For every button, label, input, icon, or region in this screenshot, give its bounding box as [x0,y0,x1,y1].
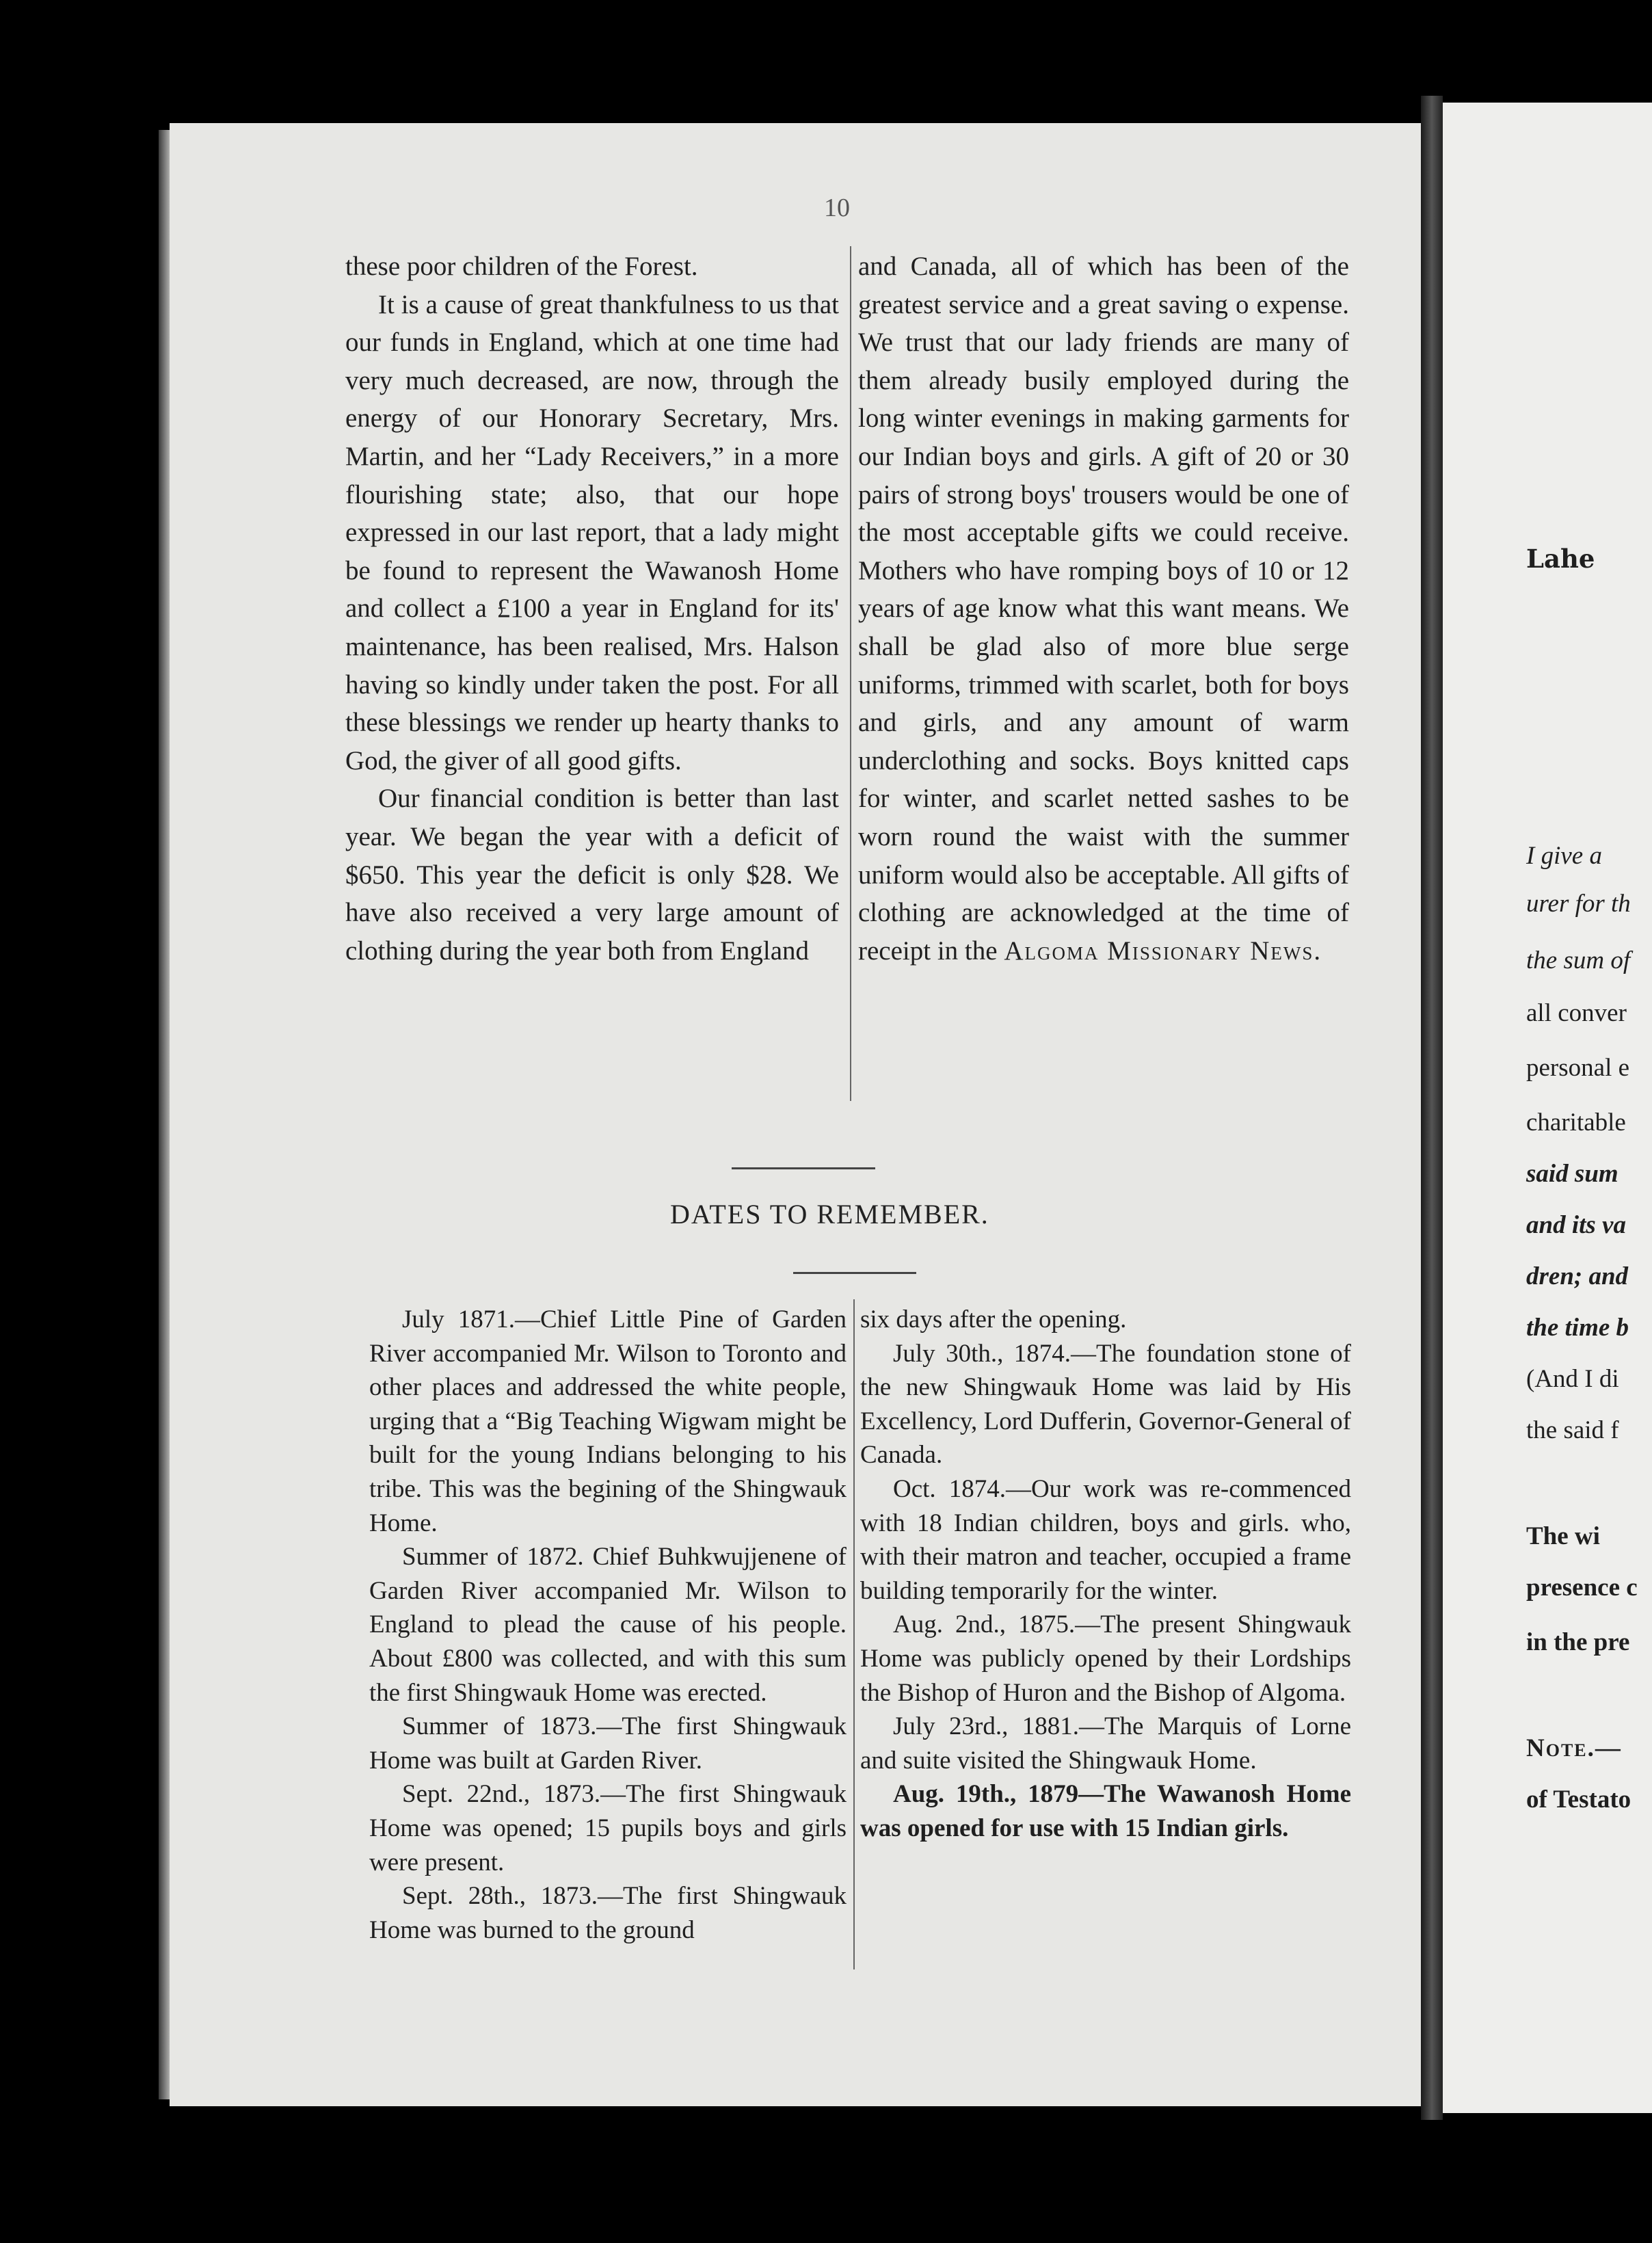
upper-left-column [345,248,839,970]
facing-line: the said f [1526,1416,1619,1444]
section-divider [732,1167,875,1169]
column-rule [850,246,851,1101]
section-heading: DATES TO REMEMBER. [670,1199,989,1230]
facing-line: dren; and [1526,1262,1629,1290]
facing-line: charitable [1526,1109,1626,1137]
facing-line: (And I di [1526,1365,1619,1393]
facing-line: I give a [1526,842,1602,870]
date-entry: July 1871.—Chief Little Pine of Garden River accompanied Mr. Wilson to Toronto and other places and addressed the white people, urging that a “Big Teaching Wigwam might be built for the young Indians belonging to his tribe. This was the begining of the Shingwauk Home. [369,1305,847,1537]
facing-line: of Testato [1526,1786,1631,1814]
date-entry: Summer of 1872. Chief Buhkwujjenene of Garden River accompanied Mr. Wilson to England to plead the cause of his people. About £800 was collected, and with this sum the first Shingwauk Home was erected. [369,1543,847,1707]
date-entry: July 30th., 1874.—The foundation stone of the new Shingwauk Home was laid by His Excellency, Lord Dufferin, Governor-General of Canada. [860,1339,1351,1470]
date-entry: Summer of 1873.—The first Shingwauk Home was built at Garden River. [369,1712,847,1775]
paragraph: It is a cause of great thankfulness to us that our funds in England, which at one time had very much decreased, are now, through the energy of our Honorary Secretary, Mrs. Martin, and her “Lady Receivers,” in a more flourishing state; also, that our hope expressed in our last report, that a lady might be found to represent the Wawanosh Home and collect a £100 a year in England for its' maintenance, has been realised, Mrs. Halson having so kindly under taken the post. For all these blessings we render up hearty thanks to God, the giver of all good gifts. [345,289,839,775]
paragraph: these poor children of the Forest. [345,252,698,281]
facing-line: said sum [1526,1160,1618,1188]
facing-line: Note.— [1526,1734,1622,1762]
facing-line: the sum of [1526,946,1631,974]
date-entry: Aug. 19th., 1879—The Wawanosh Home was opened for use with 15 Indian girls. [860,1780,1351,1842]
facing-line: presence c [1526,1574,1638,1602]
date-entry: Oct. 1874.—Our work was re-commenced with 18 Indian children, boys and girls. who, with their matron and teacher, occupied a frame building temporarily for the winter. [860,1474,1351,1605]
paragraph-text: and Canada, all of which has been of the greatest service and a great saving o expense. We trust that our lady friends are many of them already busily employed during the long winter evenings in making garments for our Indian boys and girls. A gift of 20 or 30 pairs of strong boys' trousers would be one of the most acceptable gifts we could receive. Mothers who have romping boys of 10 or 12 years of age know what this want means. We shall be glad also of more blue serge uniforms, trimmed with scarlet, both for boys and girls, and any amount of warm underclothing and socks. Boys knitted caps for winter, and scarlet netted sashes to be worn round the waist with the summer uniform would also be acceptable. All gifts of clothing are acknowledged at the time of receipt in the [858,252,1349,966]
facing-line: urer for th [1526,890,1631,918]
dates-left-column [369,1303,847,1947]
facing-line: the time b [1526,1314,1629,1342]
facing-line: The wi [1526,1522,1600,1550]
publication-name: Algoma Missionary News. [1004,935,1322,966]
heading-underline [793,1272,916,1274]
facing-line: and its va [1526,1211,1626,1239]
date-entry: Sept. 28th., 1873.—The first Shingwauk Home was burned to the ground [369,1882,847,1944]
facing-line: personal e [1526,1054,1630,1082]
facing-title-fragment: Lahe [1526,544,1595,574]
book-gutter [1421,96,1443,2120]
facing-line: all conver [1526,999,1627,1027]
paragraph: Our financial condition is better than last year. We began the year with a deficit of $650. This year the deficit is only $28. We have also received a very large amount of clothing during the year both from England [345,784,839,966]
upper-right-column [858,248,1349,970]
column-rule [853,1299,855,1969]
facing-line: in the pre [1526,1628,1630,1656]
date-entry: six days after the opening. [860,1305,1127,1333]
date-entry: July 23rd., 1881.—The Marquis of Lorne and suite visited the Shingwauk Home. [860,1712,1351,1775]
date-entry: Sept. 22nd., 1873.—The first Shingwauk Home was opened; 15 pupils boys and girls were present. [369,1780,847,1876]
paragraph [858,248,1349,970]
date-entry: Aug. 2nd., 1875.—The present Shingwauk Home was publicly opened by their Lordships the Bishop of Huron and the Bishop of Algoma. [860,1610,1351,1707]
page-number: 10 [824,194,850,222]
dates-right-column [860,1303,1351,1846]
